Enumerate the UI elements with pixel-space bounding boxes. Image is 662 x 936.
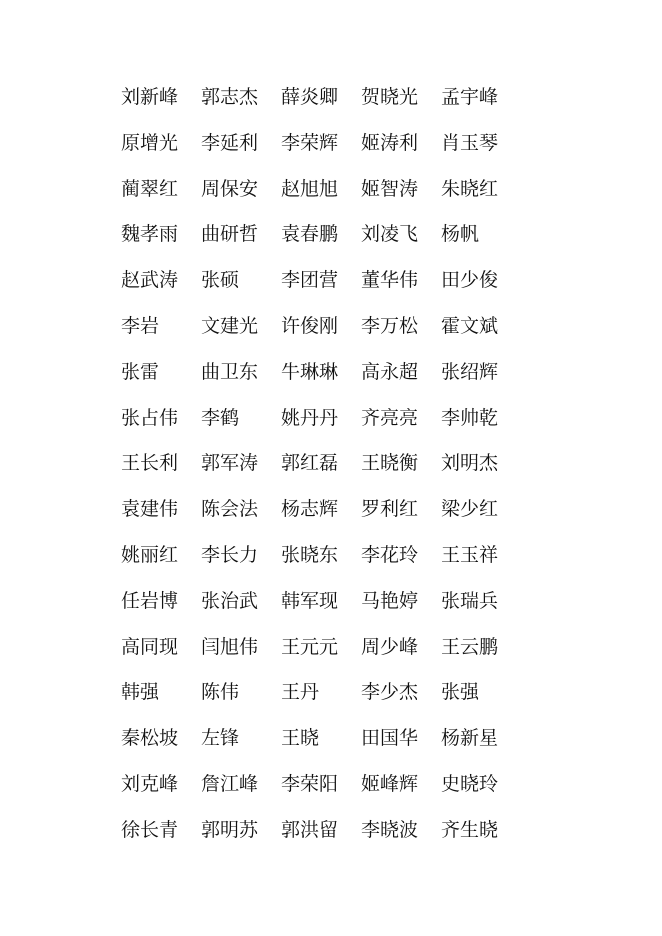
name-entry: 王晓 bbox=[281, 727, 320, 750]
name-entry: 李帅乾 bbox=[441, 406, 499, 429]
name-entry: 魏孝雨 bbox=[121, 223, 179, 246]
name-entry: 李万松 bbox=[361, 314, 419, 337]
name-entry: 刘凌飞 bbox=[361, 223, 419, 246]
name-entry: 韩强 bbox=[121, 681, 160, 704]
name-entry: 李晓波 bbox=[361, 818, 419, 841]
name-entry: 李荣辉 bbox=[281, 131, 339, 154]
name-entry: 杨志辉 bbox=[281, 498, 339, 521]
name-row bbox=[121, 125, 541, 171]
name-entry: 韩军现 bbox=[281, 589, 339, 612]
name-entry: 郭红磊 bbox=[281, 452, 339, 475]
name-entry: 姬涛利 bbox=[361, 131, 419, 154]
name-entry: 张绍辉 bbox=[441, 360, 499, 383]
name-entry: 姚丹丹 bbox=[281, 406, 339, 429]
name-entry: 高同现 bbox=[121, 635, 179, 658]
name-entry: 肖玉琴 bbox=[441, 131, 499, 154]
name-entry: 姬智涛 bbox=[361, 177, 419, 200]
name-row bbox=[121, 354, 541, 400]
name-entry: 杨帆 bbox=[441, 223, 480, 246]
name-entry: 贺晓光 bbox=[361, 86, 419, 108]
name-entry: 左锋 bbox=[201, 727, 240, 750]
name-entry: 李少杰 bbox=[361, 681, 419, 704]
name-row bbox=[121, 674, 541, 720]
name-entry: 王长利 bbox=[121, 452, 179, 475]
name-entry: 张强 bbox=[441, 681, 480, 704]
name-entry: 刘克峰 bbox=[121, 772, 179, 795]
name-entry: 曲卫东 bbox=[201, 360, 259, 383]
name-row bbox=[121, 79, 541, 125]
name-list bbox=[121, 79, 541, 858]
name-entry: 梁少红 bbox=[441, 498, 499, 521]
name-entry: 原增光 bbox=[121, 131, 179, 154]
name-entry: 任岩博 bbox=[121, 589, 179, 612]
name-entry: 王玉祥 bbox=[441, 543, 499, 566]
name-entry: 郭军涛 bbox=[201, 452, 259, 475]
name-entry: 李长力 bbox=[201, 543, 259, 566]
name-row bbox=[121, 629, 541, 675]
name-entry: 田少俊 bbox=[441, 269, 499, 292]
name-entry: 牛琳琳 bbox=[281, 360, 339, 383]
name-row bbox=[121, 491, 541, 537]
name-row bbox=[121, 766, 541, 812]
name-entry: 张晓东 bbox=[281, 543, 339, 566]
name-entry: 张硕 bbox=[201, 269, 240, 292]
name-row bbox=[121, 216, 541, 262]
name-entry: 姬峰辉 bbox=[361, 772, 419, 795]
name-entry: 杨新星 bbox=[441, 727, 499, 750]
name-entry: 田国华 bbox=[361, 727, 419, 750]
name-entry: 李岩 bbox=[121, 314, 160, 337]
name-entry: 王丹 bbox=[281, 681, 320, 704]
name-entry: 赵武涛 bbox=[121, 269, 179, 292]
name-entry: 许俊刚 bbox=[281, 314, 339, 337]
name-entry: 齐生晓 bbox=[441, 818, 499, 841]
name-entry: 张雷 bbox=[121, 360, 160, 383]
name-entry: 高永超 bbox=[361, 360, 419, 383]
name-entry: 文建光 bbox=[201, 314, 259, 337]
name-entry: 李花玲 bbox=[361, 543, 419, 566]
name-entry: 霍文斌 bbox=[441, 314, 499, 337]
name-entry: 齐亮亮 bbox=[361, 406, 419, 429]
name-row bbox=[121, 720, 541, 766]
name-entry: 周少峰 bbox=[361, 635, 419, 658]
name-entry: 薛炎卿 bbox=[281, 86, 339, 108]
name-entry: 詹江峰 bbox=[201, 772, 259, 795]
name-entry: 秦松坡 bbox=[121, 727, 179, 750]
name-entry: 郭洪留 bbox=[281, 818, 339, 841]
name-entry: 刘新峰 bbox=[121, 86, 179, 108]
name-entry: 蔺翠红 bbox=[121, 177, 179, 200]
name-entry: 朱晓红 bbox=[441, 177, 499, 200]
name-entry: 陈会法 bbox=[201, 498, 259, 521]
name-entry: 孟宇峰 bbox=[441, 86, 499, 108]
name-entry: 罗利红 bbox=[361, 498, 419, 521]
name-row bbox=[121, 583, 541, 629]
name-entry: 郭志杰 bbox=[201, 86, 259, 108]
name-entry: 张治武 bbox=[201, 589, 259, 612]
name-entry: 闫旭伟 bbox=[201, 635, 259, 658]
name-entry: 袁建伟 bbox=[121, 498, 179, 521]
name-entry: 李延利 bbox=[201, 131, 259, 154]
name-entry: 王元元 bbox=[281, 635, 339, 658]
name-entry: 刘明杰 bbox=[441, 452, 499, 475]
name-entry: 李荣阳 bbox=[281, 772, 339, 795]
name-entry: 赵旭旭 bbox=[281, 177, 339, 200]
name-row bbox=[121, 537, 541, 583]
name-row bbox=[121, 812, 541, 858]
name-entry: 袁春鹏 bbox=[281, 223, 339, 246]
name-row bbox=[121, 308, 541, 354]
name-entry: 徐长青 bbox=[121, 818, 179, 841]
name-row bbox=[121, 400, 541, 446]
name-entry: 马艳婷 bbox=[361, 589, 419, 612]
name-entry: 郭明苏 bbox=[201, 818, 259, 841]
name-entry: 张瑞兵 bbox=[441, 589, 499, 612]
name-entry: 李团营 bbox=[281, 269, 339, 292]
name-entry: 陈伟 bbox=[201, 681, 240, 704]
name-entry: 史晓玲 bbox=[441, 772, 499, 795]
name-entry: 姚丽红 bbox=[121, 543, 179, 566]
name-entry: 曲研哲 bbox=[201, 223, 259, 246]
name-row bbox=[121, 445, 541, 491]
name-entry: 周保安 bbox=[201, 177, 259, 200]
name-entry: 李鹤 bbox=[201, 406, 240, 429]
name-row bbox=[121, 262, 541, 308]
name-entry: 王云鹏 bbox=[441, 635, 499, 658]
name-entry: 董华伟 bbox=[361, 269, 419, 292]
name-entry: 王晓衡 bbox=[361, 452, 419, 475]
name-row bbox=[121, 171, 541, 217]
name-entry: 张占伟 bbox=[121, 406, 179, 429]
